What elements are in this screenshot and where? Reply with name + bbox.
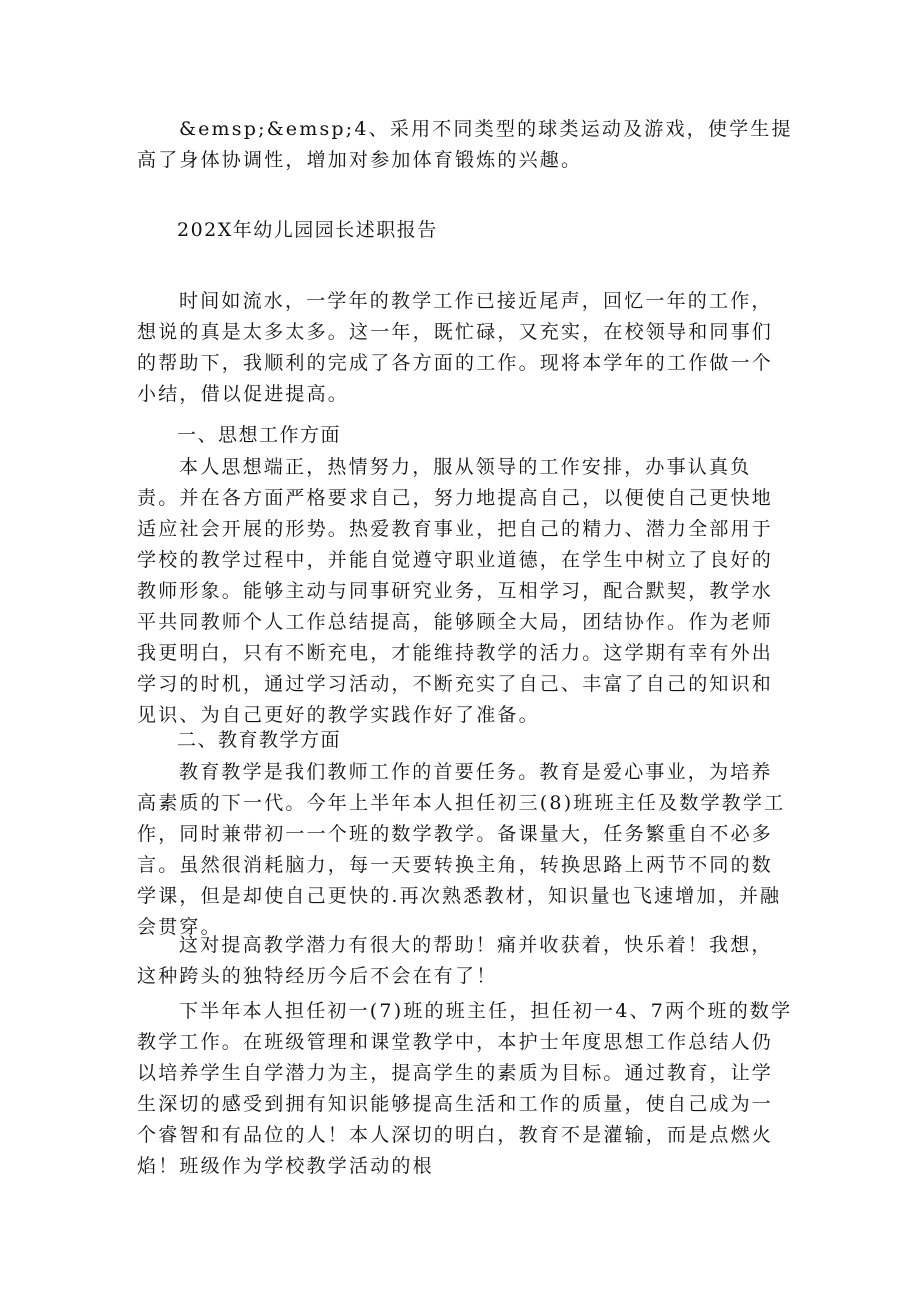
opening-paragraph: 时间如流水，一学年的教学工作已接近尾声，回忆一年的工作，想说的真是太多太多。这一年，既忙碌，又充实，在校领导和同事们的帮助下，我顺利的完成了各方面的工作。现将本学年的工作做一个小结，借以促进提高。 (137, 290, 774, 405)
section2-body-2: 这对提高教学潜力有很大的帮助！痛并收获着，快乐着！我想，这种跨头的独特经历今后不会在有了！ (137, 934, 773, 987)
intro-paragraph: &emsp;&emsp;4、采用不同类型的球类运动及游戏，使学生提高了身体协调性，增加对参加体育锻炼的兴趣。 (137, 118, 793, 171)
report-title: 202X年幼儿园园长述职报告 (177, 219, 438, 241)
section2-body-1: 教育教学是我们教师工作的首要任务。教育是爱心事业，为培养高素质的下一代。今年上半年本人担任初三(8)班班主任及数学教学工作，同时兼带初一一个班的数学教学。备课量大，任务繁重自不必多言。虽然很消耗脑力，每一天要转换主角，转换思路上两节不同的数学课，但是却使自己更快的.再次熟悉教材，知识量也飞速增加，并融会贯穿。 (137, 761, 786, 938)
section1-heading: 一、思想工作方面 (177, 424, 342, 446)
section2-body-3: 下半年本人担任初一(7)班的班主任，担任初一4、7两个班的数学教学工作。在班级管理和课堂教学中，本护士年度思想工作总结人仍以培养学生自学潜力为主，提高学生的素质为目标。通过教育，让学生深切的感受到拥有知识能够提高生活和工作的质量，使自己成为一个睿智和有品位的人！本人深切的明白，教育不是灌输，而是点燃火焰！班级作为学校教学活动的根 (137, 1000, 793, 1177)
section1-body: 本人思想端正，热情努力，服从领导的工作安排，办事认真负责。并在各方面严格要求自己，努力地提高自己，以便使自己更快地适应社会开展的形势。热爱教育事业，把自己的精力、潜力全部用于学校的教学过程中，并能自觉遵守职业道德，在学生中树立了良好的教师形象。能够主动与同事研究业务，互相学习，配合默契，教学水平共同教师个人工作总结提高，能够顾全大局，团结协作。作为老师我更明白，只有不断充电，才能维持教学的活力。这学期有幸有外出学习的时机，通过学习活动，不断充实了自己、丰富了自己的知识和见识、为自己更好的教学实践作好了准备。 (137, 456, 774, 726)
section2-heading: 二、教育教学方面 (177, 729, 342, 751)
